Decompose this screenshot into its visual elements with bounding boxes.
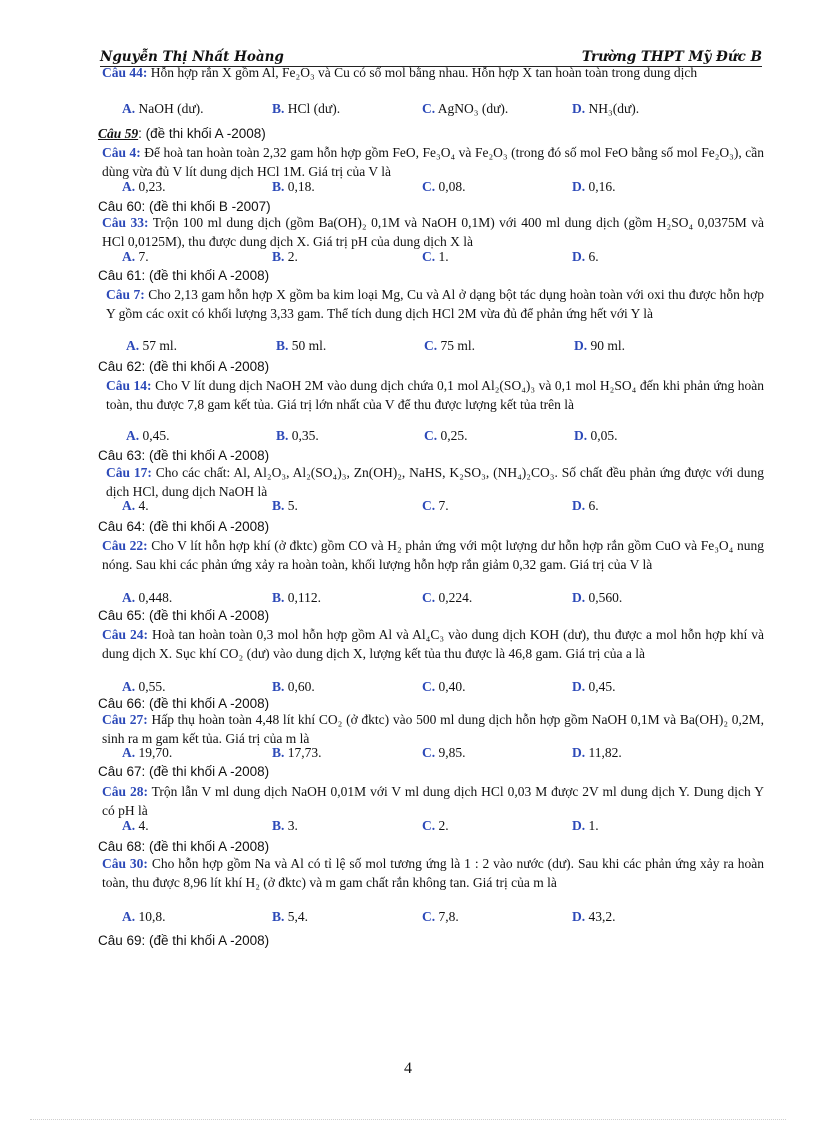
option-a: A. 4. [122,818,149,833]
option-a: A. 0,45. [126,428,170,443]
option-d: D. 43,2. [572,909,616,924]
question: Câu 30: Cho hỗn hợp gồm Na và Al có tỉ lệ số mol tương ứng là 1 : 2 vào nước (dư). Sau khi các phản ứng xảy ra hoàn toàn, thu được 8,96 lít khí H₂ (ở đktc) và m gam chất rắn không tan. Giá trị của m là [102,856,764,890]
section-heading: Câu 63: (đề thi khối A -2008) [98,448,270,463]
option-c: C. 2. [422,818,449,833]
section-heading: Câu 69: (đề thi khối A -2008) [98,933,270,948]
option-d: D. 6. [572,498,599,513]
option-a: A. 10,8. [122,909,166,924]
option-c: C. 7. [422,498,449,513]
option-c: C. 75 ml. [424,338,476,353]
header-author: Nguyễn Thị Nhất Hoàng [100,49,284,65]
option-a: A. 0,55. [122,679,166,694]
page-bottom-border [30,1119,786,1120]
option-d: D. 0,16. [572,179,616,194]
option-c: C. 0,40. [422,679,466,694]
option-b: B. 0,112. [272,590,322,605]
option-b: B. HCl (dư). [272,101,341,116]
option-d: D. 6. [572,249,599,264]
section-heading: Câu 65: (đề thi khối A -2008) [98,608,270,623]
question: Câu 24: Hoà tan hoàn toàn 0,3 mol hỗn hợp gồm Al và Al₄C₃ vào dung dịch KOH (dư), thu được a mol hỗn hợp khí và dung dịch X. Sục khí CO₂ (dư) vào dung dịch X, lượng kết tủa thu được là 46,8 gam. Giá trị của a là [102,627,764,661]
option-b: B. 5. [272,498,298,513]
option-c: C. 0,25. [424,428,468,443]
option-d: D. 11,82. [572,745,622,760]
question-44 [102,64,764,83]
section-heading: Câu 60: (đề thi khối B -2007) [98,199,271,214]
page-number: 4 [404,1060,412,1077]
option-b: B. 3. [272,818,298,833]
option-b: B. 17,73. [272,745,322,760]
section-heading: Câu 59: (đề thi khối A -2008) [98,126,266,141]
option-b: B. 50 ml. [276,338,327,353]
option-c: C. 0,224. [422,590,473,605]
question: Câu 17: Cho các chất: Al, Al₂O₃, Al₂(SO₄)₃, Zn(OH)₂, NaHS, K₂SO₃, (NH₄)₂CO₃. Số chất đều phản ứng được với dung dịch HCl, dung dịch NaOH là [106,465,764,499]
header-school: Trường THPT Mỹ Đức B [581,49,762,65]
option-b: B. 0,18. [272,179,315,194]
section-heading: Câu 61: (đề thi khối A -2008) [98,268,270,283]
section-heading: Câu 66: (đề thi khối A -2008) [98,696,270,711]
question: Câu 7: Cho 2,13 gam hỗn hợp X gồm ba kim loại Mg, Cu và Al ở dạng bột tác dụng hoàn toàn với oxi thu được hỗn hợp Y gồm các oxit có khối lượng 3,33 gam. Thể tích dung dịch HCl 2M vừa đủ để phản ứng hết với Y là [106,287,764,321]
option-d: D. 0,45. [572,679,616,694]
option-c: C. 0,08. [422,179,466,194]
question: Câu 33: Trộn 100 ml dung dịch (gồm Ba(OH)₂ 0,1M và NaOH 0,1M) với 400 ml dung dịch (gồm H₂SO₄ 0,0375M và HCl 0,0125M), thu được dung dịch X. Giá trị pH của dung dịch X là [102,215,764,249]
option-a: A. 7. [122,249,149,264]
option-a: A. 57 ml. [126,338,178,353]
option-a: A. 0,23. [122,179,166,194]
section-heading: Câu 68: (đề thi khối A -2008) [98,839,270,854]
option-d: D. 1. [572,818,599,833]
option-a: A. 4. [122,498,149,513]
option-b: B. 5,4. [272,909,309,924]
option-d: D. 0,05. [574,428,618,443]
option-b: B. 2. [272,249,298,264]
question-label: Câu 44: [102,65,148,80]
question: Câu 14: Cho V lít dung dịch NaOH 2M vào dung dịch chứa 0,1 mol Al₂(SO₄)₃ và 0,1 mol H₂SO₄ đến khi phản ứng hoàn toàn, thu được 7,8 gam kết tủa. Giá trị lớn nhất của V để thu được lượng kết tủa trên là [106,378,765,412]
option-a: A. 19,70. [122,745,173,760]
question: Câu 28: Trộn lẫn V ml dung dịch NaOH 0,01M với V ml dung dịch HCl 0,03 M được 2V ml dung dịch Y. Dung dịch Y có pH là [102,784,764,818]
section-heading: Câu 62: (đề thi khối A -2008) [98,359,270,374]
section-heading: Câu 64: (đề thi khối A -2008) [98,519,270,534]
option-a: A. 0,448. [122,590,173,605]
option-a: A. NaOH (dư). [122,101,204,116]
question: Câu 27: Hấp thụ hoàn toàn 4,48 lít khí CO₂ (ở đktc) vào 500 ml dung dịch hỗn hợp gồm NaOH 0,1M và Ba(OH)₂ 0,2M, sinh ra m gam kết tủa. Giá trị của m là [102,712,765,746]
option-c: C. AgNO₃ (dư). [422,101,509,116]
option-c: C. 1. [422,249,449,264]
section-heading: Câu 67: (đề thi khối A -2008) [98,764,270,779]
option-d: D. 90 ml. [574,338,626,353]
question: Câu 4: Để hoà tan hoàn toàn 2,32 gam hỗn hợp gồm FeO, Fe₃O₄ và Fe₂O₃ (trong đó số mol FeO bằng số mol Fe₂O₃), cần dùng vừa đủ V lít dung dịch HCl 1M. Giá trị của V là [102,145,764,179]
option-c: C. 7,8. [422,909,459,924]
question-text: Hỗn hợp rắn X gồm Al, Fe₂O₃ và Cu có số mol bằng nhau. Hỗn hợp X tan hoàn toàn trong dung dịch [150,65,698,80]
option-b: B. 0,35. [276,428,319,443]
option-d: D. NH₃(dư). [572,101,640,116]
option-d: D. 0,560. [572,590,623,605]
question: Câu 22: Cho V lít hỗn hợp khí (ở đktc) gồm CO và H₂ phản ứng với một lượng dư hỗn hợp rắn gồm CuO và Fe₃O₄ nung nóng. Sau khi các phản ứng xảy ra hoàn toàn, khối lượng hỗn hợp rắn giảm 0,32 gam. Giá trị của V là [102,538,764,572]
option-b: B. 0,60. [272,679,315,694]
option-c: C. 9,85. [422,745,466,760]
